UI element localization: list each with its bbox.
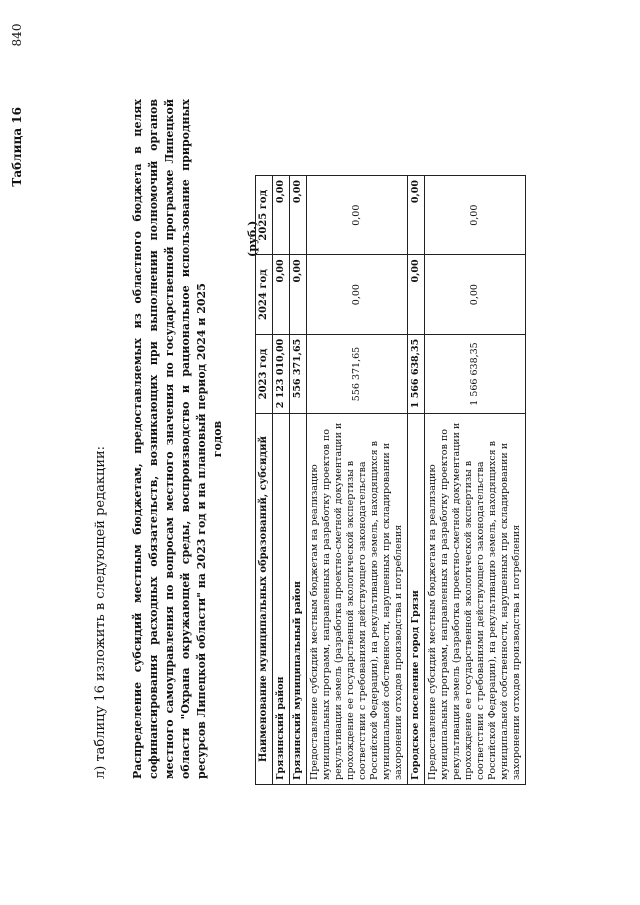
row-2023: 556 371,65 (290, 334, 307, 413)
page-number: 840 (10, 23, 24, 47)
row-2025: 0,00 (290, 176, 307, 255)
row-name: Предоставление субсидий местным бюджетам на реализацию муниципальных программ, направленных на разработку проектов по рекультивации земель (разработка проектно-сметной документации и прохождение ее государственной экологической экспертизы в соответствии с требованиями действующего законодательства Российской Федерации), на рекультивацию земель, находящихся в муниципальной собственности, нарушенных при складировании и захоронении отходов производства и потребления (307, 414, 408, 785)
row-2025: 0,00 (273, 176, 290, 255)
caption-text: Распределение субсидий местным бюджетам, предоставляемых из областного бюджета в целях софинансирования расходных обязательств, возникающих при выполнении полномочий органов местного самоуправления по вопросам местного значения по государственной программе Липецкой области "Охрана окружающей среды, воспроизводство и рациональное использование природных ресурсов Липецкой области" на 2023 год и на плановый период 2024 и 2025 (131, 99, 208, 779)
row-2024: 0,00 (290, 255, 307, 334)
subsidy-table (255, 175, 526, 785)
row-name: Грязинский муниципальный район (290, 414, 307, 785)
rotated-page (10, 7, 630, 897)
row-2024: 0,00 (273, 255, 290, 334)
table-row (307, 176, 408, 785)
row-2023: 2 123 010,00 (273, 334, 290, 413)
units-label: (руб.) (246, 220, 259, 257)
row-2024: 0,00 (408, 255, 425, 334)
table-label: Таблица 16 (10, 107, 24, 187)
table-caption (130, 99, 226, 779)
row-name: Предоставление субсидий местным бюджетам на реализацию муниципальных программ, направленных на разработку проектов по рекультивации земель (разработка проектно-сметной документации и прохождение ее государственной экологической экспертизы в соответствии с требованиями действующего законодательства Российской Федерации), на рекультивацию земель, находящихся в муниципальной собственности, нарушенных при складировании и захоронении отходов производства и потребления (425, 414, 526, 785)
header-2025: 2025 год (256, 176, 273, 255)
table-header-row (256, 176, 273, 785)
row-2023: 556 371,65 (307, 334, 408, 413)
table-row (273, 176, 290, 785)
intro-line: л) таблицу 16 изложить в следующей редакции: (93, 445, 108, 779)
row-2025: 0,00 (425, 176, 526, 255)
header-2023: 2023 год (256, 334, 273, 413)
row-name: Грязинский район (273, 414, 290, 785)
table-row (425, 176, 526, 785)
row-2023: 1 566 638,35 (425, 334, 526, 413)
header-name: Наименование муниципальных образований, субсидий (256, 414, 273, 785)
row-2024: 0,00 (425, 255, 526, 334)
row-2025: 0,00 (408, 176, 425, 255)
header-2024: 2024 год (256, 255, 273, 334)
caption-last-line: годов (211, 420, 224, 458)
table-row (290, 176, 307, 785)
table-row (408, 176, 425, 785)
row-2024: 0,00 (307, 255, 408, 334)
row-2023: 1 566 638,35 (408, 334, 425, 413)
row-name: Городское поселение город Грязи (408, 414, 425, 785)
row-2025: 0,00 (307, 176, 408, 255)
